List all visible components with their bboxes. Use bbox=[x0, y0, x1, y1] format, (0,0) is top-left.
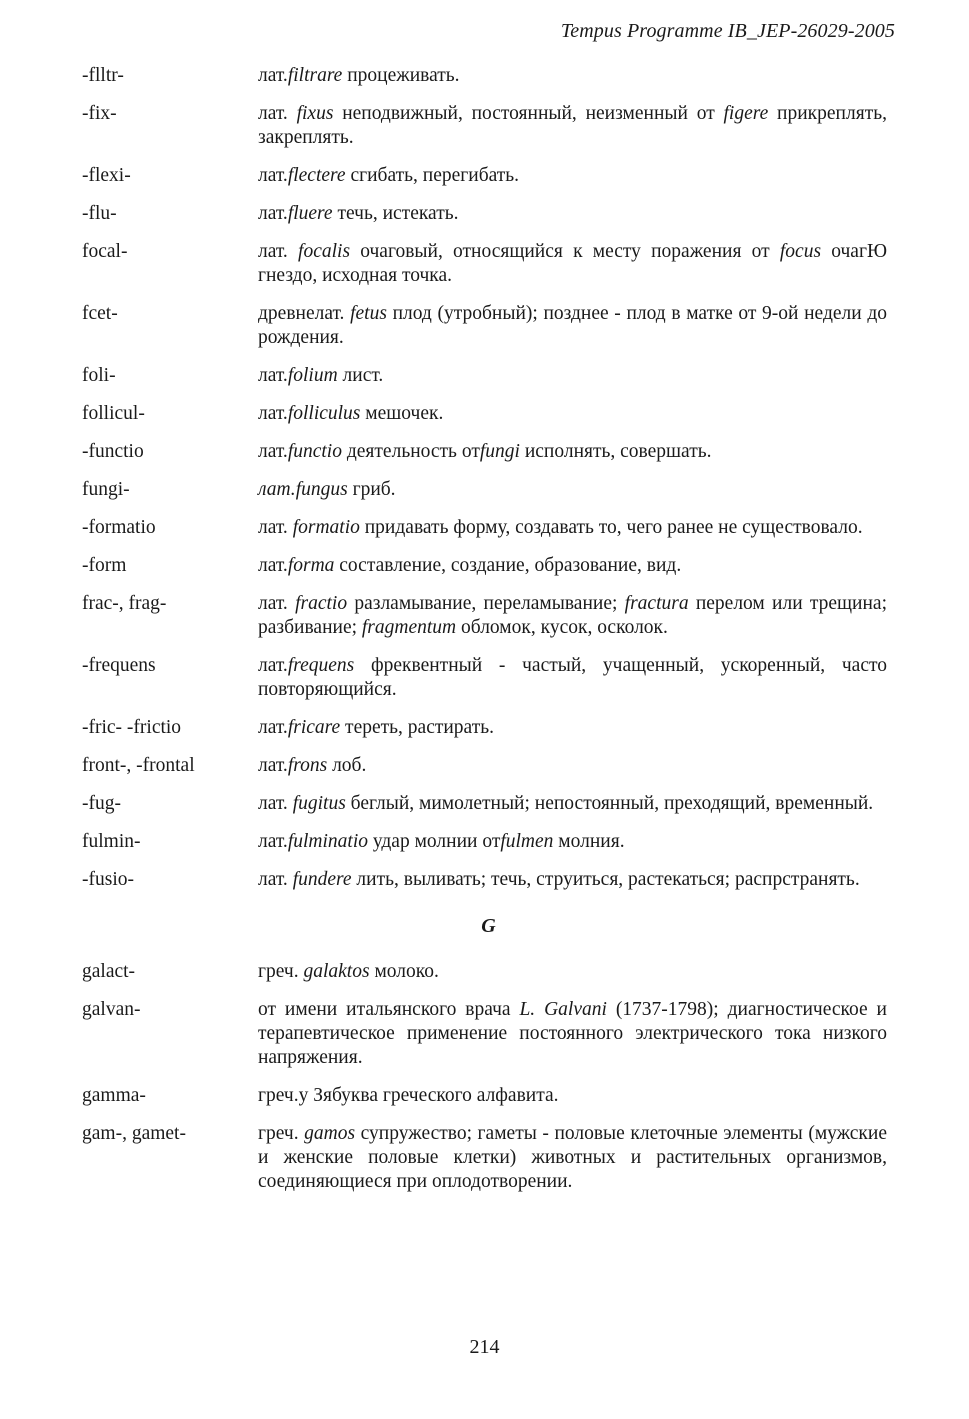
entry-term: -formatio bbox=[82, 517, 156, 538]
definition-italic-word: flectere bbox=[287, 165, 346, 186]
definition-text: лат. bbox=[258, 655, 288, 676]
definition-italic-word: figere bbox=[723, 103, 769, 124]
definition-text: удар молнии от bbox=[367, 831, 501, 852]
definition-text: плод (утробный); позднее - плод в матке от 9-ой недели до рождения. bbox=[258, 303, 888, 348]
entry-term: fungi- bbox=[82, 479, 130, 500]
entry-term: gamma- bbox=[82, 1085, 146, 1106]
definition-italic-word: fractura bbox=[624, 593, 689, 614]
entry-term: -frequens bbox=[82, 655, 156, 676]
dictionary-entry bbox=[82, 240, 887, 288]
definition-italic-word: frequens bbox=[287, 655, 355, 676]
dictionary-entry bbox=[82, 102, 887, 150]
definition-text: процеживать. bbox=[342, 65, 460, 86]
definition-text: течь, истекать. bbox=[332, 203, 459, 224]
dictionary-entry bbox=[82, 1084, 887, 1108]
definition-text: лат. bbox=[258, 831, 288, 852]
definition-italic-word: fugitus bbox=[292, 793, 346, 814]
definition-italic-word: functio bbox=[287, 441, 342, 462]
page-number: 214 bbox=[469, 1336, 500, 1358]
entry-term: follicul- bbox=[82, 403, 145, 424]
definition-text: греч. bbox=[258, 1123, 305, 1144]
entry-definition bbox=[258, 202, 887, 226]
definition-italic-word: fricare bbox=[287, 717, 341, 738]
dictionary-entry bbox=[82, 478, 887, 502]
entry-term: -functio bbox=[82, 441, 144, 462]
dictionary-entry bbox=[82, 302, 887, 350]
entry-term: focal- bbox=[82, 241, 128, 262]
section-letter-heading: G bbox=[481, 915, 496, 937]
definition-italic-word: formatio bbox=[292, 517, 360, 538]
dictionary-entry bbox=[82, 830, 887, 854]
definition-text: сгибать, перегибать. bbox=[345, 165, 520, 186]
definition-text: мешочек. bbox=[360, 403, 444, 424]
definition-italic-word: fluere bbox=[287, 203, 333, 224]
definition-text: тереть, растирать. bbox=[340, 717, 495, 738]
definition-text: от имени итальянского врача bbox=[258, 999, 520, 1020]
entry-term: fulmin- bbox=[82, 831, 141, 852]
entry-term: galact- bbox=[82, 961, 136, 982]
definition-text: придавать форму, создавать то, чего ранее не существовало. bbox=[359, 517, 863, 538]
dictionary-entry bbox=[82, 440, 887, 464]
definition-text: лат. bbox=[258, 793, 293, 814]
entry-term: frac-, frag- bbox=[82, 593, 167, 614]
definition-text: лист. bbox=[337, 365, 384, 386]
definition-italic-word: fungus bbox=[295, 479, 348, 500]
dictionary-entry bbox=[82, 754, 887, 778]
definition-italic-word: fulmen bbox=[500, 831, 554, 852]
definition-italic-word: gamos bbox=[304, 1123, 356, 1144]
entry-definition bbox=[258, 998, 887, 1070]
definition-text: лат. bbox=[258, 103, 297, 124]
definition-text: обломок, кусок, осколок. bbox=[456, 617, 668, 638]
entry-term: -fug- bbox=[82, 793, 121, 814]
dictionary-entry bbox=[82, 960, 887, 984]
entry-definition bbox=[258, 302, 887, 350]
definition-italic-word: frons bbox=[287, 755, 328, 776]
definition-text: супружество; гаметы - половые клеточные элементы (мужские и женские половые клетки) животных и растительных организмов, соединяющиеся при оплодотворении. bbox=[258, 1123, 887, 1192]
definition-italic-word: focalis bbox=[298, 241, 351, 262]
dictionary-entry bbox=[82, 364, 887, 388]
definition-italic-word: galaktos bbox=[303, 961, 370, 982]
definition-italic-word: fundere bbox=[292, 869, 352, 890]
entries-group-f bbox=[82, 64, 887, 892]
entry-term: -fix- bbox=[82, 103, 117, 124]
definition-text: очаговый, относящийся к месту поражения от bbox=[350, 241, 780, 262]
definition-text: лоб. bbox=[327, 755, 367, 776]
entry-term: galvan- bbox=[82, 999, 141, 1020]
definition-italic-word: fetus bbox=[350, 303, 387, 324]
entry-term: foli- bbox=[82, 365, 116, 386]
definition-text: лат. bbox=[258, 593, 296, 614]
definition-text: неподвижный, постоянный, неизменный от bbox=[333, 103, 724, 124]
definition-italic-word: лат. bbox=[258, 479, 296, 500]
definition-text: составление, создание, образование, вид. bbox=[334, 555, 682, 576]
entry-term: -flltr- bbox=[82, 65, 124, 86]
entry-term: -fusio- bbox=[82, 869, 134, 890]
entry-definition bbox=[258, 440, 887, 464]
dictionary-entry bbox=[82, 402, 887, 426]
entry-term: -form bbox=[82, 555, 127, 576]
definition-italic-word: forma bbox=[287, 555, 335, 576]
definition-text: лат. bbox=[258, 65, 288, 86]
definition-text: лат. bbox=[258, 517, 293, 538]
definition-text: гриб. bbox=[347, 479, 396, 500]
entry-term: -flexi- bbox=[82, 165, 131, 186]
definition-italic-word: fixus bbox=[296, 103, 334, 124]
dictionary-entry bbox=[82, 1122, 887, 1194]
entry-definition bbox=[258, 654, 887, 702]
entry-definition bbox=[258, 868, 887, 892]
entry-definition bbox=[258, 554, 887, 578]
dictionary-entry bbox=[82, 554, 887, 578]
entry-term: fcet- bbox=[82, 303, 118, 324]
definition-text: лат. bbox=[258, 555, 288, 576]
definition-text: лат. bbox=[258, 403, 288, 424]
definition-text: лат. bbox=[258, 165, 288, 186]
definition-italic-word: fractio bbox=[295, 593, 348, 614]
definition-text: молоко. bbox=[369, 961, 439, 982]
entry-definition bbox=[258, 478, 887, 502]
entries-group-g bbox=[82, 960, 887, 1194]
entry-definition bbox=[258, 64, 887, 88]
definition-text: разламывание, переламывание; bbox=[347, 593, 625, 614]
dictionary-entry bbox=[82, 868, 887, 892]
entry-term: front-, -frontal bbox=[82, 755, 195, 776]
dictionary-entry bbox=[82, 716, 887, 740]
entry-definition bbox=[258, 830, 887, 854]
entry-definition bbox=[258, 364, 887, 388]
definition-text: исполнять, совершать. bbox=[519, 441, 712, 462]
definition-italic-word: folliculus bbox=[287, 403, 361, 424]
definition-italic-word: focus bbox=[779, 241, 822, 262]
definition-italic-word: fragmentum bbox=[361, 617, 457, 638]
definition-italic-word: L. Galvani bbox=[519, 999, 607, 1020]
definition-text: фреквентный - частый, учащенный, ускоренный, часто повторяющийся. bbox=[258, 655, 887, 700]
dictionary-entry bbox=[82, 592, 887, 640]
definition-text: лат. bbox=[258, 755, 288, 776]
running-header: Tempus Programme IB_JEP-26029-2005 bbox=[560, 20, 895, 42]
definition-text: лат. bbox=[258, 869, 293, 890]
entry-definition bbox=[258, 960, 887, 984]
definition-text: лат. bbox=[258, 203, 288, 224]
definition-text: перелом или трещина; разбивание; bbox=[258, 593, 888, 638]
entry-definition bbox=[258, 102, 887, 150]
dictionary-entry bbox=[82, 164, 887, 188]
dictionary-entry bbox=[82, 998, 887, 1070]
entry-term: gam-, gamet- bbox=[82, 1123, 186, 1144]
dictionary-entry bbox=[82, 792, 887, 816]
definition-text: лат. bbox=[258, 441, 288, 462]
definition-text: лат. bbox=[258, 365, 288, 386]
definition-text: лить, выливать; течь, струиться, растекаться; распрстранять. bbox=[351, 869, 860, 890]
entry-definition bbox=[258, 402, 887, 426]
dictionary-entry bbox=[82, 202, 887, 226]
entry-term: -flu- bbox=[82, 203, 117, 224]
definition-text: очагЮ гнездо, исходная точка. bbox=[258, 241, 888, 286]
entry-term: -fric- -frictio bbox=[82, 717, 182, 738]
definition-italic-word: fulminatio bbox=[287, 831, 368, 852]
definition-italic-word: folium bbox=[287, 365, 338, 386]
entry-definition bbox=[258, 240, 887, 288]
dictionary-entry bbox=[82, 654, 887, 702]
definition-text: греч.у Зябуква греческого алфавита. bbox=[258, 1085, 559, 1106]
entry-definition bbox=[258, 754, 887, 778]
definition-text: греч. bbox=[258, 961, 304, 982]
entry-definition bbox=[258, 164, 887, 188]
entry-definition bbox=[258, 1084, 887, 1108]
dictionary-entries bbox=[82, 64, 887, 1208]
definition-text: лат. bbox=[258, 241, 299, 262]
definition-italic-word: filtrare bbox=[287, 65, 343, 86]
definition-text: беглый, мимолетный; непостоянный, преходящий, временный. bbox=[345, 793, 874, 814]
definition-text: деятельность от bbox=[341, 441, 480, 462]
definition-text: древнелат. bbox=[258, 303, 351, 324]
entry-definition bbox=[258, 1122, 887, 1194]
entry-definition bbox=[258, 792, 887, 816]
definition-text: молния. bbox=[553, 831, 625, 852]
definition-text: прикреплять, закреплять. bbox=[258, 103, 887, 148]
entry-definition bbox=[258, 516, 887, 540]
definition-text: (1737-1798); диагностическое и терапевтическое применение постоянного электрического тока низкого напряжения. bbox=[258, 999, 887, 1068]
dictionary-entry bbox=[82, 516, 887, 540]
entry-definition bbox=[258, 592, 887, 640]
dictionary-entry bbox=[82, 64, 887, 88]
entry-definition bbox=[258, 716, 887, 740]
definition-text: лат. bbox=[258, 717, 288, 738]
definition-italic-word: fungi bbox=[479, 441, 520, 462]
